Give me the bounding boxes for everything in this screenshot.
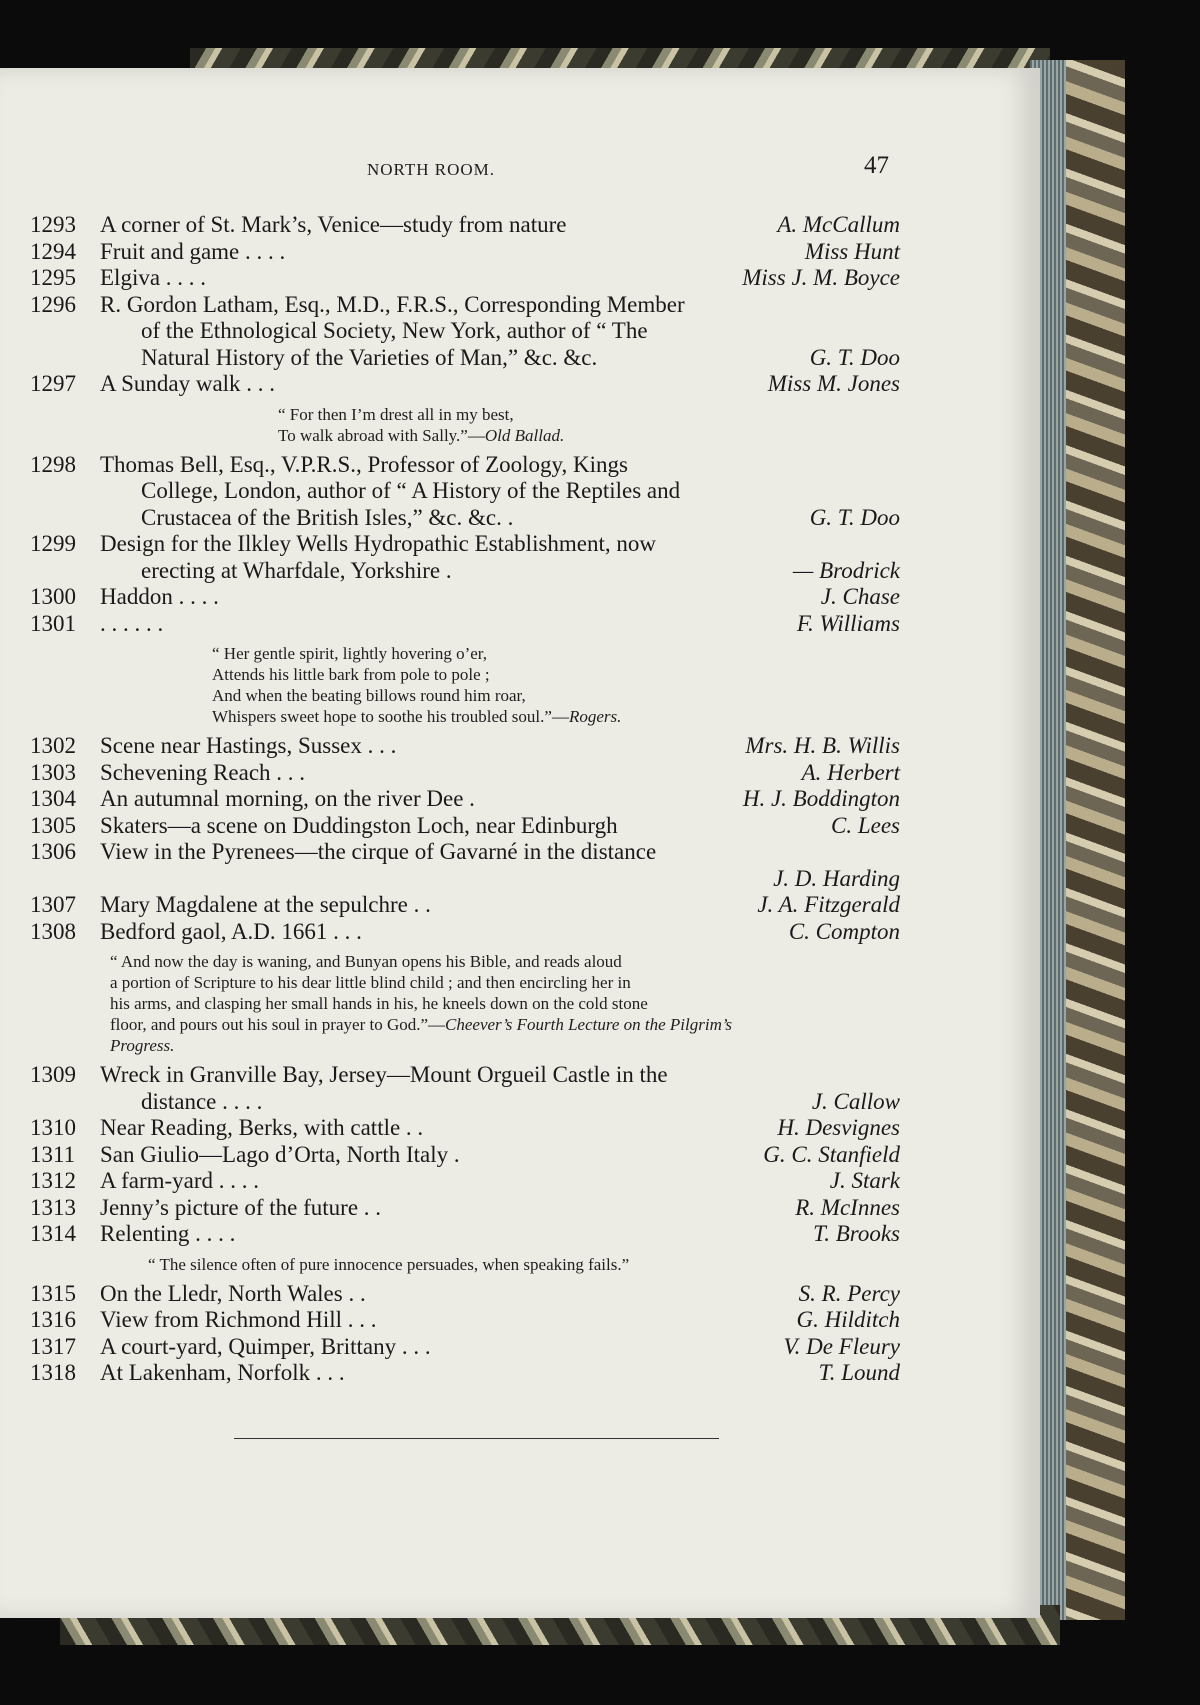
entry-number: 1304 — [30, 786, 76, 811]
entry-number: 1302 — [30, 733, 76, 758]
catalogue-entry — [30, 292, 900, 372]
entry-artist: Miss M. Jones — [762, 371, 900, 398]
entry-artist: S. R. Percy — [793, 1281, 900, 1308]
entry-artist: H. J. Boddington — [737, 786, 900, 813]
catalogue-entry — [30, 1062, 900, 1115]
quote-source: Cheever’s Fourth Lecture on the Pilgrim’s Progress. — [110, 1015, 732, 1055]
entry-title-line: View from Richmond Hill . . . — [100, 1307, 377, 1332]
entry-artist: Miss J. M. Boyce — [736, 265, 900, 292]
entry-number: 1311 — [30, 1141, 76, 1167]
entry-title-line: A corner of St. Mark’s, Venice—study from nature — [100, 212, 567, 237]
entry-number: 1307 — [30, 892, 76, 917]
quote-line — [212, 706, 900, 727]
entry-title-line: Thomas Bell, Esq., V.P.R.S., Professor of Zoology, Kings — [100, 451, 628, 477]
entry-title-line: An autumnal morning, on the river Dee . — [100, 786, 475, 811]
entry-artist: J. D. Harding — [30, 866, 900, 893]
epigraph-quote — [30, 404, 900, 446]
entry-number: 1313 — [30, 1194, 76, 1220]
quote-source: Rogers. — [568, 707, 622, 726]
entry-artist: G. C. Stanfield — [757, 1142, 900, 1169]
entry-artist: T. Lound — [813, 1360, 900, 1387]
catalogue-entry — [30, 1168, 900, 1195]
entry-title-line: Crustacea of the British Isles,” &c. &c. . — [141, 504, 514, 530]
entry-artist: T. Brooks — [807, 1221, 900, 1248]
entry-artist: C. Compton — [783, 919, 900, 946]
entry-artist: A. McCallum — [771, 212, 900, 239]
entry-title-line: Natural History of the Varieties of Man,” &c. &c. — [141, 344, 598, 370]
entry-number: 1294 — [30, 238, 76, 264]
entry-number: 1293 — [30, 212, 76, 237]
entry-title-line: . . . . . . — [100, 610, 164, 636]
catalogue-entry — [30, 1142, 900, 1169]
entry-artist: H. Desvignes — [771, 1115, 900, 1142]
catalogue-entries — [30, 212, 900, 1387]
entry-artist: Mrs. H. B. Willis — [739, 733, 900, 760]
quote-source: Old Ballad. — [484, 425, 565, 445]
quote-line: And when the beating billows round him roar, — [212, 686, 526, 705]
quote-line: “ The silence often of pure innocence persuades, when speaking fails.” — [148, 1254, 630, 1274]
entry-title-line: Design for the Ilkley Wells Hydropathic Establishment, now — [100, 531, 657, 556]
quote-line — [110, 1014, 800, 1056]
entry-number: 1314 — [30, 1221, 76, 1246]
catalogue-entry — [30, 733, 900, 760]
entry-number: 1296 — [30, 291, 76, 317]
quote-line: Attends his little bark from pole to pole ; — [212, 665, 490, 684]
catalogue-entry — [30, 611, 900, 638]
entry-artist: G. T. Doo — [804, 505, 900, 532]
catalogue-entry — [30, 1195, 900, 1222]
entry-number: 1301 — [30, 610, 76, 636]
entry-number: 1305 — [30, 812, 76, 838]
entry-title-line: Relenting . . . . — [100, 1221, 236, 1246]
catalogue-entry — [30, 760, 900, 787]
catalogue-entry — [30, 452, 900, 532]
entry-artist: G. T. Doo — [804, 345, 900, 372]
entry-number: 1317 — [30, 1333, 76, 1359]
entry-title-line: Near Reading, Berks, with cattle . . — [100, 1115, 424, 1140]
entry-artist: R. McInnes — [789, 1195, 900, 1222]
catalogue-entry — [30, 919, 900, 946]
entry-title-line: Skaters—a scene on Duddingston Loch, near Edinburgh — [100, 812, 618, 838]
catalogue-entry — [30, 265, 900, 292]
entry-title-line: Fruit and game . . . . — [100, 238, 286, 264]
entry-number: 1299 — [30, 531, 76, 556]
entry-number: 1318 — [30, 1360, 76, 1385]
entry-artist: G. Hilditch — [791, 1307, 901, 1334]
entry-number: 1315 — [30, 1280, 76, 1306]
entry-number: 1316 — [30, 1307, 76, 1332]
epigraph-quote — [30, 643, 900, 727]
entry-title-line: of the Ethnological Society, New York, author of “ The — [141, 318, 648, 343]
entry-title-line: Haddon . . . . — [100, 584, 219, 609]
entry-title-line: College, London, author of “ A History of the Reptiles and — [141, 478, 681, 503]
entry-title-line: Schevening Reach . . . — [100, 759, 306, 785]
entry-number: 1303 — [30, 759, 76, 785]
catalogue-entry — [30, 371, 900, 398]
page-number: 47 — [864, 152, 889, 179]
quote-line: a portion of Scripture to his dear little blind child ; and then encircling her in — [110, 973, 631, 992]
quote-line: his arms, and clasping her small hands in his, he kneels down on the cold stone — [110, 994, 648, 1013]
quote-line: “ For then I’m drest all in my best, — [278, 404, 514, 424]
catalogue-entry — [30, 1360, 900, 1387]
catalogue-entry — [30, 839, 900, 892]
catalogue-entry — [30, 1334, 900, 1361]
catalogue-entry — [30, 1115, 900, 1142]
entry-artist: Miss Hunt — [799, 239, 900, 266]
entry-title-line: On the Lledr, North Wales . . — [100, 1280, 366, 1306]
catalogue-entry — [30, 786, 900, 813]
catalogue-entry — [30, 584, 900, 611]
entry-number: 1308 — [30, 918, 76, 944]
catalogue-entry — [30, 1281, 900, 1308]
entry-number: 1297 — [30, 371, 76, 396]
quote-line: “ And now the day is waning, and Bunyan opens his Bible, and reads aloud — [110, 952, 622, 971]
catalogue-entry — [30, 1307, 900, 1334]
quote-text: To walk abroad with Sally.”— — [278, 425, 485, 445]
entry-number: 1312 — [30, 1168, 76, 1193]
epigraph-quote — [30, 951, 900, 1056]
entry-artist: J. Callow — [806, 1089, 900, 1116]
entry-number: 1309 — [30, 1062, 76, 1087]
entry-title-line: A farm-yard . . . . — [100, 1168, 260, 1193]
entry-artist: J. Stark — [824, 1168, 900, 1195]
entry-number: 1310 — [30, 1115, 76, 1140]
entry-number: 1295 — [30, 265, 76, 290]
entry-title-line: Bedford gaol, A.D. 1661 . . . — [100, 918, 362, 944]
catalogue-entry — [30, 239, 900, 266]
catalogue-entry — [30, 212, 900, 239]
quote-text: Whispers sweet hope to soothe his troubled soul.”— — [212, 707, 569, 726]
entry-number: 1300 — [30, 584, 76, 609]
entry-title-line: A Sunday walk . . . — [100, 371, 276, 396]
entry-artist: A. Herbert — [796, 760, 900, 787]
catalogue-entry — [30, 531, 900, 584]
entry-number: 1306 — [30, 839, 76, 864]
entry-title-line: Wreck in Granville Bay, Jersey—Mount Orgueil Castle in the — [100, 1062, 668, 1087]
entry-artist: V. De Fleury — [778, 1334, 900, 1361]
quote-text: floor, and pours out his soul in prayer to God.”— — [110, 1015, 446, 1034]
entry-title-line: R. Gordon Latham, Esq., M.D., F.R.S., Corresponding Member — [100, 291, 685, 317]
entry-title-line: Jenny’s picture of the future . . — [100, 1194, 382, 1220]
entry-title-line: Elgiva . . . . — [100, 265, 207, 290]
entry-title-line: Mary Magdalene at the sepulchre . . — [100, 892, 431, 917]
entry-title-line: A court-yard, Quimper, Brittany . . . — [100, 1333, 431, 1359]
quote-line: “ Her gentle spirit, lightly hovering o’er, — [212, 644, 488, 663]
entry-artist: J. Chase — [815, 584, 900, 611]
end-rule — [234, 1438, 719, 1439]
entry-artist: C. Lees — [825, 813, 900, 840]
catalogue-entry — [30, 892, 900, 919]
entry-number: 1298 — [30, 451, 76, 477]
entry-title-line: At Lakenham, Norfolk . . . — [100, 1360, 345, 1385]
entry-artist: J. A. Fitzgerald — [751, 892, 900, 919]
entry-artist: — Brodrick — [787, 558, 900, 585]
entry-artist: F. Williams — [791, 611, 900, 638]
entry-title-line: San Giulio—Lago d’Orta, North Italy . — [100, 1141, 460, 1167]
catalogue-entry — [30, 1221, 900, 1248]
quote-line — [278, 425, 900, 446]
entry-title-line: erecting at Wharfdale, Yorkshire . — [141, 557, 452, 583]
epigraph-quote — [30, 1254, 900, 1275]
running-head: NORTH ROOM. — [367, 160, 496, 179]
entry-title-line: Scene near Hastings, Sussex . . . — [100, 733, 397, 758]
catalogue-entry — [30, 813, 900, 840]
entry-title-line: View in the Pyrenees—the cirque of Gavarné in the distance — [100, 839, 657, 864]
entry-title-line: distance . . . . — [141, 1088, 263, 1114]
